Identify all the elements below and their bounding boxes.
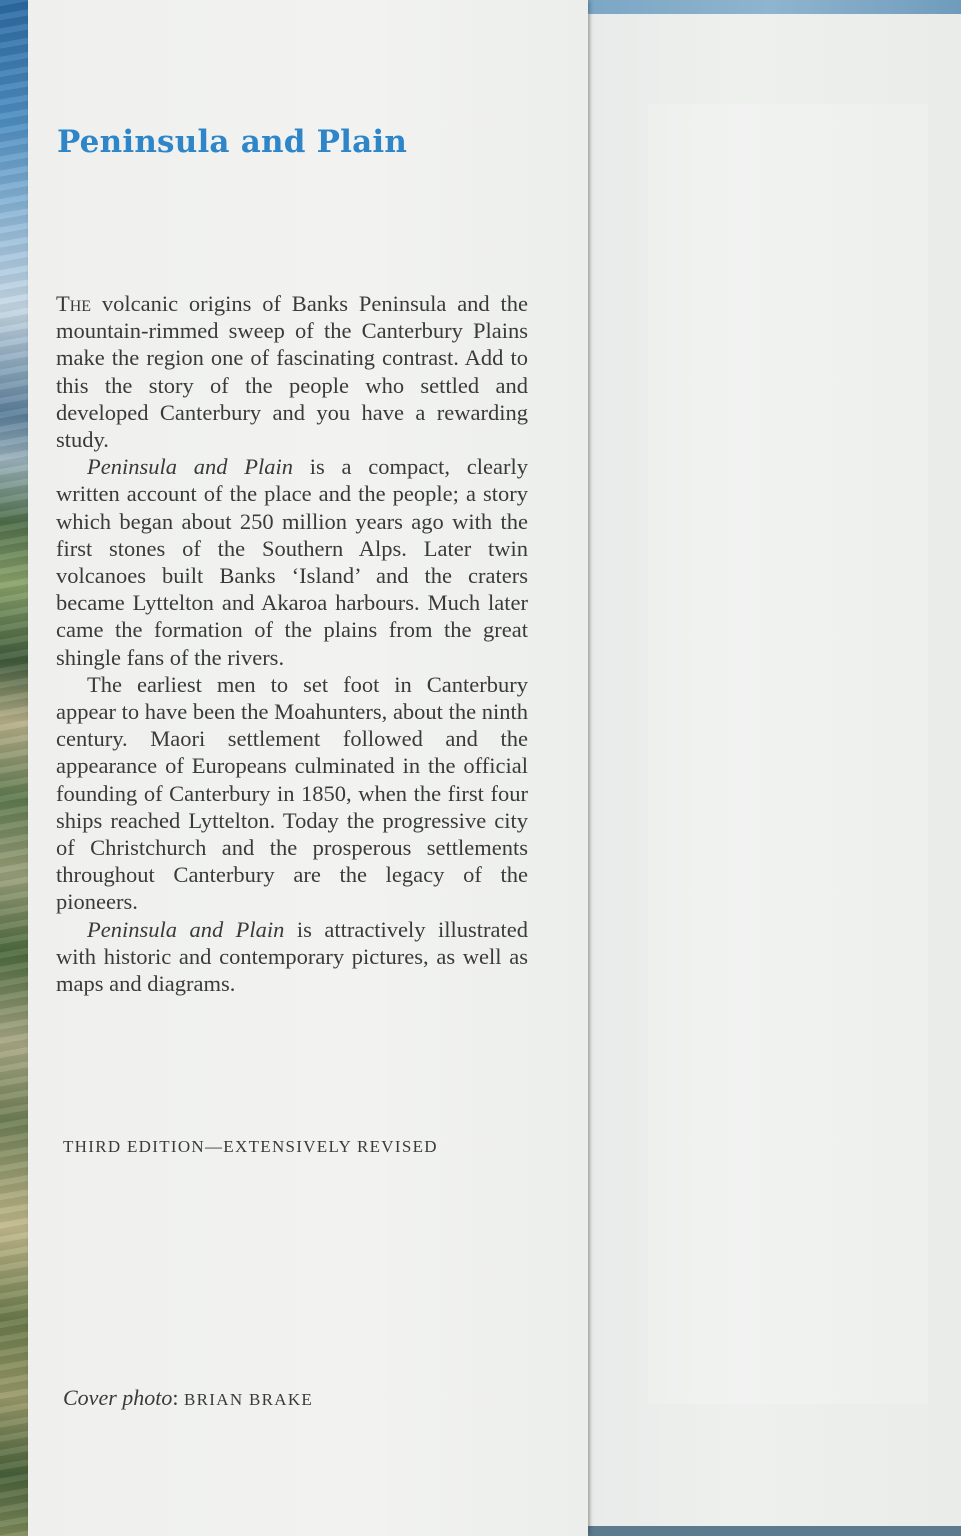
blurb-paragraph-2: Peninsula and Plain is a compact, clearly written account of the place and the people; a story which began about 250 million years ago with the first stones of the Southern Alps. Later twin volcanoes built Banks ‘Island’ and the craters became Lyttelton and Akaroa harbours. Much later came the formation of the plains from the great shingle fans of the rivers. [56,454,528,670]
cover-bottom-edge [580,1526,961,1536]
back-cover-inner [648,104,928,1404]
blurb-paragraph-1: The volcanic origins of Banks Peninsula and the mountain-rimmed sweep of the Canterbury Plains make the region one of fascinating contrast. Add to this the story of the people who settled and developed Canterbury and you have a rewarding study. [56,291,528,453]
lead-word: The [56,291,92,316]
cover-photo-credit: Cover photo: BRIAN BRAKE [63,1385,314,1410]
credit-name: BRIAN BRAKE [184,1390,314,1409]
book-title-italic: Peninsula and Plain [87,454,293,480]
flap-title: Peninsula and Plain [57,124,408,160]
blurb [56,290,528,997]
blurb-paragraph-3: The earliest men to set foot in Canterbury appear to have been the Moahunters, about the ninth century. Maori settlement followed and the appearance of Europeans culminated in the official founding of Canterbury in 1850, when the first four ships reached Lyttelton. Today the progressive city of Christchurch and the prosperous settlements throughout Canterbury are the legacy of the pioneers. [56,671,528,915]
credit-label: Cover photo [63,1385,173,1410]
blurb-paragraph-4: Peninsula and Plain is attractively illustrated with historic and contemporary pictures, as well as maps and diagrams. [56,916,528,997]
back-cover-panel [590,14,961,1526]
edition-note: THIRD EDITION—EXTENSIVELY REVISED [63,1137,438,1156]
cover-top-edge [580,0,961,14]
book-title-italic: Peninsula and Plain [87,916,285,942]
